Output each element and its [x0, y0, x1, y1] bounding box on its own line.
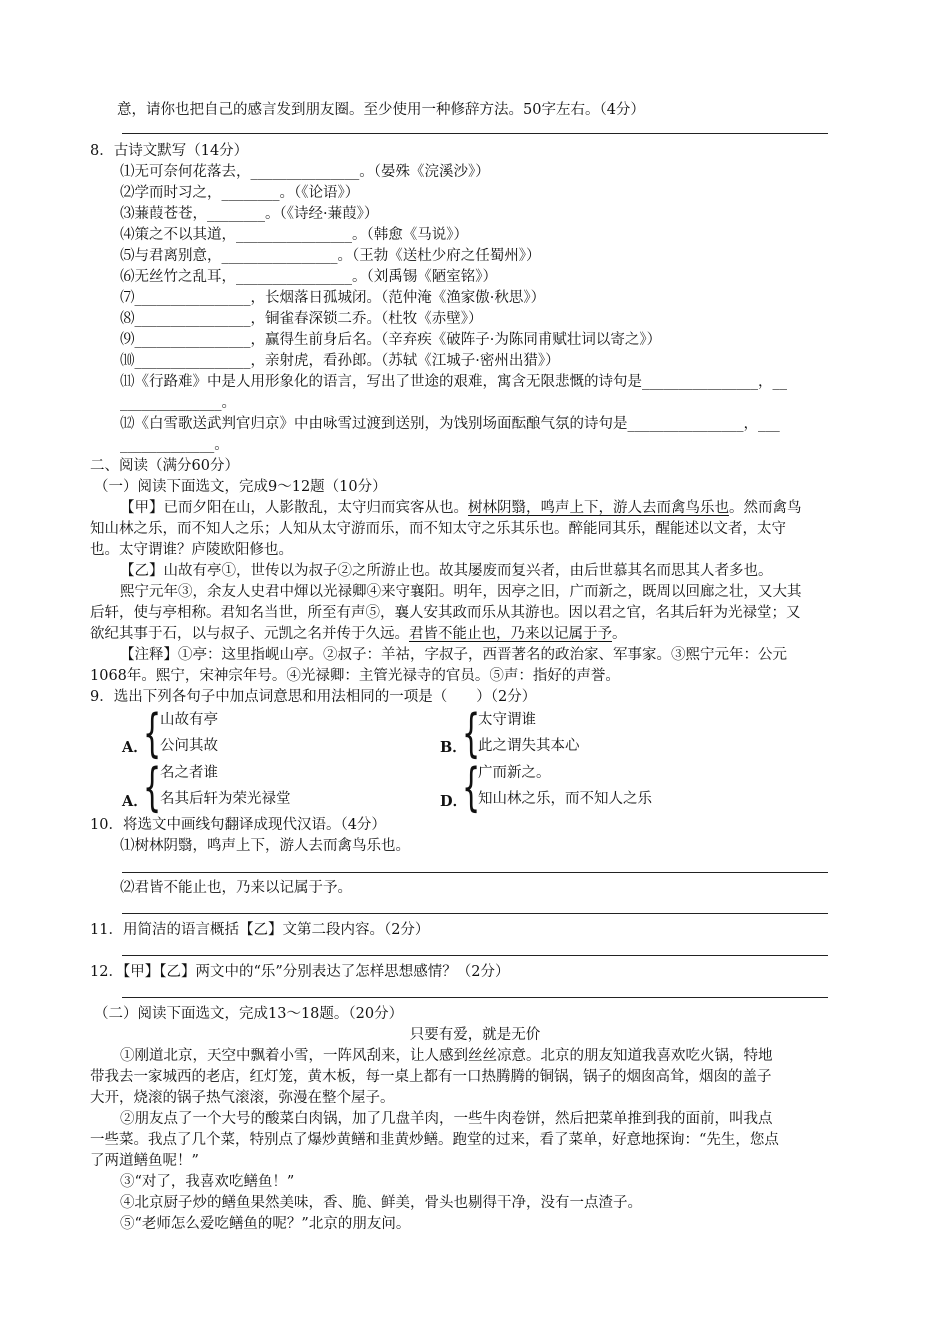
- q8-item: ⑻________________，铜雀春深锁二乔。（杜牧《赤壁》）: [120, 311, 483, 327]
- option-d-line1: 广而新之。: [478, 765, 551, 781]
- section-title: 二、阅读（满分60分）: [90, 458, 239, 474]
- article-line: 了两道鳝鱼呢！”: [90, 1153, 199, 1169]
- q8-item: ⑼________________，赢得生前身后名。（辛弃疾《破阵子·为陈同甫赋壮词以寄之》）: [120, 332, 662, 348]
- q12-title: 12．【甲】【乙】两文中的“乐”分别表达了怎样思想感情？（2分）: [90, 964, 510, 980]
- option-d-line2: 知山林之乐，而不知人之乐: [478, 791, 652, 807]
- answer-line: [122, 997, 828, 998]
- article-line: 大开，烧滚的锅子热气滚滚，弥漫在整个屋子。: [90, 1090, 395, 1106]
- article-line: ②朋友点了一个大号的酸菜白肉锅，加了几盘羊肉，一些牛肉卷饼，然后把菜单推到我的面前，叫我点: [120, 1111, 773, 1127]
- article-line: ④北京厨子炒的鳝鱼果然美味，香、脆、鲜美，骨头也剔得干净，没有一点渣子。: [120, 1195, 642, 1211]
- option-a-line2: 公问其故: [160, 738, 218, 754]
- q8-item: ⑸与君离别意，________________。（王勃《送杜少府之任蜀州》）: [120, 248, 541, 264]
- q8-title: 8．古诗文默写（14分）: [90, 143, 249, 159]
- answer-line: [122, 872, 828, 873]
- notes-line: 【注释】①亭：这里指岘山亭。②叔子：羊祜，字叔子，西晋著名的政治家、军事家。③熙宁元年：公元: [120, 647, 787, 663]
- option-label: B．: [440, 739, 467, 756]
- answer-line: [122, 133, 828, 134]
- option-b-line1: 太守谓谁: [478, 712, 536, 728]
- q11-title: 11．用简洁的语言概括【乙】文第二段内容。（2分）: [90, 922, 430, 938]
- article-line: ①刚道北京，天空中飘着小雪，一阵风刮来，让人感到丝丝凉意。北京的朋友知道我喜欢吃火锅，特地: [120, 1048, 773, 1064]
- passage-yi-line: 【乙】山故有亭①，世传以为叔子②之所游止也。故其屡废而复兴者，由后世慕其名而思其人者多也。: [120, 563, 773, 579]
- passage-jia-line: 也。太守谓谁？庐陵欧阳修也。: [90, 542, 293, 558]
- q8-item-12: ⑿《白雪歌送武判官归京》中由咏雪过渡到送别，为饯别场面酝酿气氛的诗句是________________，___: [120, 416, 780, 432]
- option-label: A．: [122, 739, 148, 756]
- notes-line: 1068年。熙宁，宋神宗年号。④光禄卿：主管光禄寺的官员。⑤声：指好的声誉。: [90, 668, 620, 684]
- option-a-line1: 山故有亭: [160, 712, 218, 728]
- reading-part2-title: （二）阅读下面选文，完成13～18题。（20分）: [94, 1006, 404, 1022]
- article-line: ③“对了，我喜欢吃鳝鱼！”: [120, 1174, 295, 1190]
- q8-item: ⑺________________，长烟落日孤城闭。（范仲淹《渔家傲·秋思》）: [120, 290, 546, 306]
- answer-line: [122, 913, 828, 914]
- q8-item: ⑹无丝竹之乱耳，________________。（刘禹锡《陋室铭》）: [120, 269, 497, 285]
- passage-jia-line: 【甲】已而夕阳在山，人影散乱，太守归而宾客从也。树林阴翳，鸣声上下，游人去而禽鸟乐也。然而禽鸟: [120, 500, 802, 516]
- underlined-sentence: 树林阴翳，鸣声上下，游人去而禽鸟乐也: [468, 500, 729, 516]
- brace-icon: {: [462, 704, 481, 764]
- q10-title: 10．将选文中画线句翻译成现代汉语。（4分）: [90, 817, 386, 833]
- article-heading: 只要有爱，就是无价: [409, 1027, 541, 1043]
- intro-text: 意，请你也把自己的感言发到朋友圈。至少使用一种修辞方法。50字左右。（4分）: [117, 102, 645, 118]
- article-line: 一些菜。我点了几个菜，特别点了爆炒黄鳝和韭黄炒鳝。跑堂的过来，看了菜单，好意地探询：“先生，您点: [90, 1132, 779, 1148]
- passage-jia-line: 知山林之乐，而不知人之乐；人知从太守游而乐，而不知太守之乐其乐也。醉能同其乐，醒能述以文者，太守: [90, 521, 786, 537]
- q8-item-11: ⑾《行路难》中是人用形象化的语言，写出了世途的艰难，寓含无限悲慨的诗句是________________，__: [120, 374, 787, 390]
- option-c-line1: 名之者谁: [160, 765, 218, 781]
- article-line: 带我去一家城西的老店，红灯笼，黄木板，每一桌上都有一口热腾腾的铜锅，锅子的烟囱高耸，烟囱的盖子: [90, 1069, 772, 1085]
- passage-yi-line: 后轩，使与亭相称。君知名当世，所至有声⑤，襄人安其政而乐从其游也。因以君之官，名其后轩为光禄堂；又: [90, 605, 801, 621]
- q8-item-11-cont: ______________。: [120, 395, 236, 411]
- answer-line: [122, 955, 828, 956]
- option-b-line2: 此之谓失其本心: [478, 738, 580, 754]
- brace-icon: {: [143, 758, 162, 818]
- option-label: D．: [440, 793, 468, 810]
- q8-item: ⑴无可奈何花落去，_______________。（晏殊《浣溪沙》）: [120, 164, 490, 180]
- brace-icon: {: [462, 758, 481, 818]
- q10-sentence-2: ⑵君皆不能止也，乃来以记属于予。: [120, 880, 352, 896]
- passage-yi-line: 熙宁元年③，余友人史君中煇以光禄卿④来守襄阳。明年，因亭之旧，广而新之，既周以回廊之壮，又大其: [120, 584, 802, 600]
- article-line: ⑤“老师怎么爱吃鳝鱼的呢？”北京的朋友问。: [120, 1216, 411, 1232]
- option-c-line2: 名其后轩为荣光禄堂: [160, 791, 291, 807]
- q8-item: ⑶蒹葭苍苍，________。（《诗经·蒹葭》）: [120, 206, 379, 222]
- q8-item: ⑽________________，亲射虎，看孙郎。（苏轼《江城子·密州出猎》）: [120, 353, 560, 369]
- underlined-sentence: 君皆不能止也，乃来以记属于予: [409, 626, 612, 642]
- q8-item: ⑷策之不以其道，________________。（韩愈《马说》）: [120, 227, 468, 243]
- reading-part1-title: （一）阅读下面选文，完成9～12题（10分）: [94, 479, 387, 495]
- q8-item-12-cont: _____________。: [120, 437, 229, 453]
- brace-icon: {: [143, 704, 162, 764]
- passage-yi-line: 欲纪其事于石，以与叔子、元凯之名并传于久远。君皆不能止也，乃来以记属于予。: [90, 626, 627, 642]
- q8-item: ⑵学而时习之，________。（《论语》）: [120, 185, 360, 201]
- option-label: A．: [122, 793, 148, 810]
- q10-sentence-1: ⑴树林阴翳，鸣声上下，游人去而禽鸟乐也。: [120, 838, 410, 854]
- q9-title: 9．选出下列各句子中加点词意思和用法相同的一项是（ ）（2分）: [90, 689, 537, 705]
